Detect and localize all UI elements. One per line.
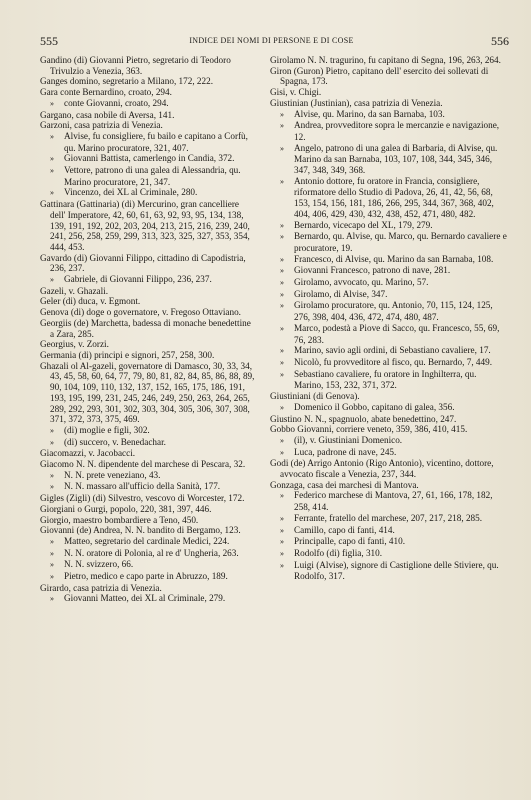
entry-text: N. N. prete veneziano, 43. [64,469,161,480]
entry-text: N. N. svizzero, 66. [64,559,134,570]
ditto-mark-icon: » [280,447,284,457]
index-entry [40,318,256,339]
index-subentry [40,153,256,165]
entry-text: Antonio dottore, fu oratore in Francia, consigliere, riformatore dello Studio di Padova, 26, 41, 42, 56, 68, 153, 154, 156, 181, 186, 266, 295, 344, 367, 368, 402, 404, 406, 429, 430, 432, 438, 452, 471, 480, 482. [294,175,497,219]
entry-text: Giovanni Battista, camerlengo in Candia, 372. [64,153,235,164]
entry-text: Gobbo Giovanni, corriere veneto, 359, 386, 410, 415. [270,424,468,435]
ditto-mark-icon: » [50,560,54,570]
ditto-mark-icon: » [50,188,54,198]
entry-text: Germania (di) principi e signori, 257, 258, 300. [40,349,215,360]
index-entry [40,515,256,526]
entry-text: Matteo, segretario del cardinale Medici, 224. [64,535,230,546]
entry-text: Luca, padrone di nave, 245. [294,446,397,457]
entry-text: Giustiniani (di Genova). [270,391,360,402]
entry-text: Giustino N. N., spagnuolo, abate benedettino, 247. [270,413,457,424]
index-subentry [40,548,256,560]
ditto-mark-icon: » [50,572,54,582]
ditto-mark-icon: » [280,109,284,119]
ditto-mark-icon: » [280,513,284,523]
entry-text: Gigles (Zigli) (di) Silvestro, vescovo di Worcester, 172. [40,493,245,504]
index-entry [40,448,256,459]
ditto-mark-icon: » [280,435,284,445]
index-subentry [40,437,256,449]
index-entry [40,120,256,131]
ditto-mark-icon: » [280,143,284,153]
ditto-mark-icon: » [50,275,54,285]
ditto-mark-icon: » [50,470,54,480]
ditto-mark-icon: » [280,346,284,356]
index-subentry [270,109,508,121]
entry-text: Gandino (di) Giovanni Pietro, segretario di Teodoro Trivulzio a Venezia, 363. [40,55,233,76]
entry-text: Luigi (Alvise), signore di Castiglione delle Stiviere, qu. Rodolfo, 317. [294,559,501,582]
ditto-mark-icon: » [280,232,284,242]
entry-text: Ghazali ol Al-gazeli, governatore di Damasco, 30, 33, 34, 43, 45, 58, 60, 64, 77, 79, 80, 81, 82, 84, 85, 86, 88, 89, 90, 104, 109, 110, 132, 137, 152, 165, 175, 186, 191, 193, 195, 199, 231, 245, 246, 249, 250, 263, 264, 265, 289, 292, 293, 301, 302, 303, 304, 305, 306, 307, 308, 371, 372, 373, 375, 469. [40,360,257,425]
index-entry [40,199,256,253]
index-subentry [270,402,508,414]
entry-text: Girardo, casa patrizia di Venezia. [40,582,162,593]
index-entry [270,424,508,435]
index-subentry [40,98,256,110]
index-subentry [270,176,508,220]
left-page-number: 555 [40,34,58,48]
ditto-mark-icon: » [280,278,284,288]
left-index-column [40,55,256,605]
entry-text: Federico marchese di Mantova, 27, 61, 166, 178, 182, 258, 414. [294,490,495,513]
index-subentry [40,559,256,571]
entry-text: Principalle, capo di fanti, 410. [294,536,405,547]
index-subentry [40,425,256,437]
index-subentry [270,254,508,266]
entry-text: Bernardo, qu. Alvise, qu. Marco, qu. Bernardo cavaliere e procuratore, 19. [294,231,510,253]
entry-text: Gara conte Bernardino, croato, 294. [40,87,172,98]
ditto-mark-icon: » [50,536,54,546]
index-entry [40,339,256,350]
entry-text: Giorgiani o Gurgi, popolo, 220, 381, 397, 446. [40,503,212,514]
index-subentry [40,481,256,493]
entry-text: conte Giovanni, croato, 294. [64,97,169,108]
entry-text: Georgiis (de) Marchetta, badessa di monache benedettine a Zara, 285. [40,317,254,339]
page-header [34,34,509,50]
index-subentry [270,536,508,548]
index-entry [40,55,256,76]
entry-text: Vincenzo, dei XL al Criminale, 280. [64,187,198,198]
index-subentry [40,131,256,153]
index-entry [40,583,256,594]
entry-text: Giovanni Francesco, patrono di nave, 281. [294,265,451,276]
index-subentry [270,435,508,447]
entry-text: Marino, savio agli ordini, di Sebastiano cavaliere, 17. [294,345,491,356]
entry-text: Genova (di) doge o governatore, v. Fregoso Ottaviano. [40,307,241,318]
entry-text: (di) succero, v. Benedachar. [64,436,166,447]
index-subentry [270,525,508,537]
ditto-mark-icon: » [280,560,284,570]
entry-text: Rodolfo (di) figlia, 310. [294,547,383,558]
ditto-mark-icon: » [280,537,284,547]
ditto-mark-icon: » [50,482,54,492]
ditto-mark-icon: » [50,166,54,176]
index-entry [40,361,256,425]
entry-text: Girolamo N. N. tragurino, fu capitano di Segna, 196, 263, 264. [270,55,501,65]
entry-text: Girolamo, avvocato, qu. Marino, 57. [294,277,429,288]
index-subentry [270,560,508,582]
right-index-column [270,55,508,582]
entry-text: Gattinara (Gattinaria) (di) Mercurino, gran cancelliere dell' Imperatore, 42, 60, 61, 63, 92, 93, 95, 134, 138, 139, 191, 192, 202, 203, 204, 213, 215, 216, 239, 240, 241, 256, 258, 259, 299, 313, 323, 325, 327, 353, 354, 444, 453. [40,199,253,252]
entry-text: Giacomo N. N. dipendente del marchese di Pescara, 32. [40,459,246,470]
index-subentry [270,265,508,277]
ditto-mark-icon: » [50,98,54,108]
ditto-mark-icon: » [280,266,284,276]
entry-text: Francesco, di Alvise, qu. Marino da san Barnaba, 108. [294,253,494,264]
ditto-mark-icon: » [280,357,284,367]
index-entry [40,76,256,87]
entry-text: Domenico il Gobbo, capitano di galea, 356. [294,401,455,412]
index-subentry [270,369,508,391]
right-page-number: 556 [491,34,509,48]
ditto-mark-icon: » [280,402,284,412]
entry-text: Angelo, patrono di una galea di Barbaria, di Alvise, qu. Marino da san Barnaba, 103, 107, 108, 344, 345, 346, 347, 348, 349, 368. [294,142,500,176]
index-entry [40,307,256,318]
index-subentry [270,120,508,142]
entry-text: Giustinian (Justinian), casa patrizia di Venezia. [270,97,443,108]
entry-text: Marco, podestà a Piove di Sacco, qu. Francesco, 55, 69, 76, 283. [294,322,502,345]
ditto-mark-icon: » [280,323,284,333]
entry-text: Ferrante, fratello del marchese, 207, 217, 218, 285. [294,512,483,523]
ditto-mark-icon: » [50,425,54,435]
entry-text: N. N. massaro all'ufficio della Sanità, 177. [64,481,221,492]
ditto-mark-icon: » [50,437,54,447]
entry-text: Gisi, v. Chigi. [270,87,322,98]
index-entry [270,480,508,491]
index-subentry [270,513,508,525]
index-entry [270,55,508,66]
index-entry [270,391,508,402]
index-entry [40,504,256,515]
index-subentry [270,490,508,512]
index-entry [40,253,256,274]
index-entry [40,296,256,307]
entry-text: Gavardo (di) Giovanni Filippo, cittadino di Capodistria, 236, 237. [40,252,248,274]
index-entry [270,458,508,479]
ditto-mark-icon: » [50,131,54,141]
entry-text: Andrea, provveditore sopra le mercanzie e navigazione, 12. [294,120,502,142]
ditto-mark-icon: » [280,254,284,264]
index-entry [270,66,508,87]
ditto-mark-icon: » [280,525,284,535]
entry-text: Girolamo, di Alvise, 347. [294,288,388,299]
entry-text: Ganges domino, segretario a Milano, 172, 222. [40,76,213,87]
index-subentry [270,357,508,369]
entry-text: Gabriele, di Giovanni Filippo, 236, 237. [64,274,212,285]
ditto-mark-icon: » [50,594,54,604]
index-entry [40,459,256,470]
entry-text: Godi (de) Arrigo Antonio (Rigo Antonio), vicentino, dottore, avvocato fiscale a Venezia, 237, 344. [270,458,496,480]
entry-text: Giorgio, maestro bombardiere a Teno, 450. [40,514,199,525]
ditto-mark-icon: » [280,301,284,311]
index-subentry [40,274,256,286]
entry-text: Alvise, qu. Marino, da san Barnaba, 103. [294,108,445,119]
entry-text: (di) moglie e figli, 302. [64,424,150,435]
index-subentry [40,593,256,605]
index-subentry [270,143,508,176]
entry-text: Giovanni (de) Andrea, N. N. bandito di Bergamo, 123. [40,525,241,536]
index-entry [40,350,256,361]
index-entry [270,98,508,109]
index-entry [40,110,256,121]
index-subentry [270,548,508,560]
index-subentry [270,231,508,253]
entry-text: Camillo, capo di fanti, 414. [294,524,395,535]
ditto-mark-icon: » [280,491,284,501]
entry-text: Garzoni, casa patrizia di Venezia. [40,120,163,131]
ditto-mark-icon: » [280,220,284,230]
ditto-mark-icon: » [50,548,54,558]
entry-text: N. N. oratore di Polonia, al re d' Ungheria, 263. [64,547,239,558]
entry-text: Girolamo procuratore, qu. Antonio, 70, 115, 124, 125, 276, 398, 404, 436, 472, 474, 480, 487. [294,300,495,323]
index-entry [270,87,508,98]
ditto-mark-icon: » [280,369,284,379]
entry-text: Alvise, fu consigliere, fu bailo e capitano a Corfù, qu. Marino procuratore, 321, 407. [64,130,251,153]
entry-text: Vettore, patrono di una galea di Alessandria, qu. Marino procuratore, 21, 347. [64,165,243,187]
entry-text: (il), v. Giustiniani Domenico. [294,434,403,445]
entry-text: Sebastiano cavaliere, fu oratore in Inghilterra, qu. Marino, 153, 232, 371, 372. [294,368,479,391]
index-subentry [40,470,256,482]
entry-text: Bernardo, vicecapo del XL, 179, 279. [294,219,433,230]
index-entry [40,87,256,98]
index-subentry [270,447,508,459]
entry-text: Gargano, casa nobile di Aversa, 141. [40,109,175,120]
entry-text: Giovanni Matteo, dei XL al Criminale, 279. [64,593,226,604]
entry-text: Georgius, v. Zorzi. [40,339,109,350]
index-entry [40,286,256,297]
index-subentry [40,187,256,199]
ditto-mark-icon: » [280,176,284,186]
ditto-mark-icon: » [280,289,284,299]
index-subentry [270,300,508,322]
index-subentry [270,220,508,232]
ditto-mark-icon: » [280,121,284,131]
index-subentry [270,289,508,301]
index-subentry [270,345,508,357]
ditto-mark-icon: » [50,154,54,164]
index-subentry [40,165,256,187]
index-entry [270,414,508,425]
entry-text: Pietro, medico e capo parte in Abruzzo, 189. [64,571,228,582]
index-subentry [40,536,256,548]
index-subentry [270,277,508,289]
index-entry [40,493,256,504]
entry-text: Nicolò, fu provveditore al fisco, qu. Bernardo, 7, 449. [294,356,492,367]
ditto-mark-icon: » [280,548,284,558]
index-subentry [40,571,256,583]
entry-text: Geler (di) duca, v. Egmont. [40,296,141,307]
entry-text: Gonzaga, casa dei marchesi di Mantova. [270,479,419,490]
entry-text: Gazeli, v. Ghazali. [40,285,109,296]
entry-text: Giacomazzi, v. Jacobacci. [40,448,136,459]
index-subentry [270,323,508,345]
index-entry [40,525,256,536]
running-title: INDICE DEI NOMI DI PERSONE E DI COSE [189,36,354,45]
entry-text: Giron (Guron) Pietro, capitano dell' esercito dei sollevati di Spagna, 173. [270,65,491,87]
